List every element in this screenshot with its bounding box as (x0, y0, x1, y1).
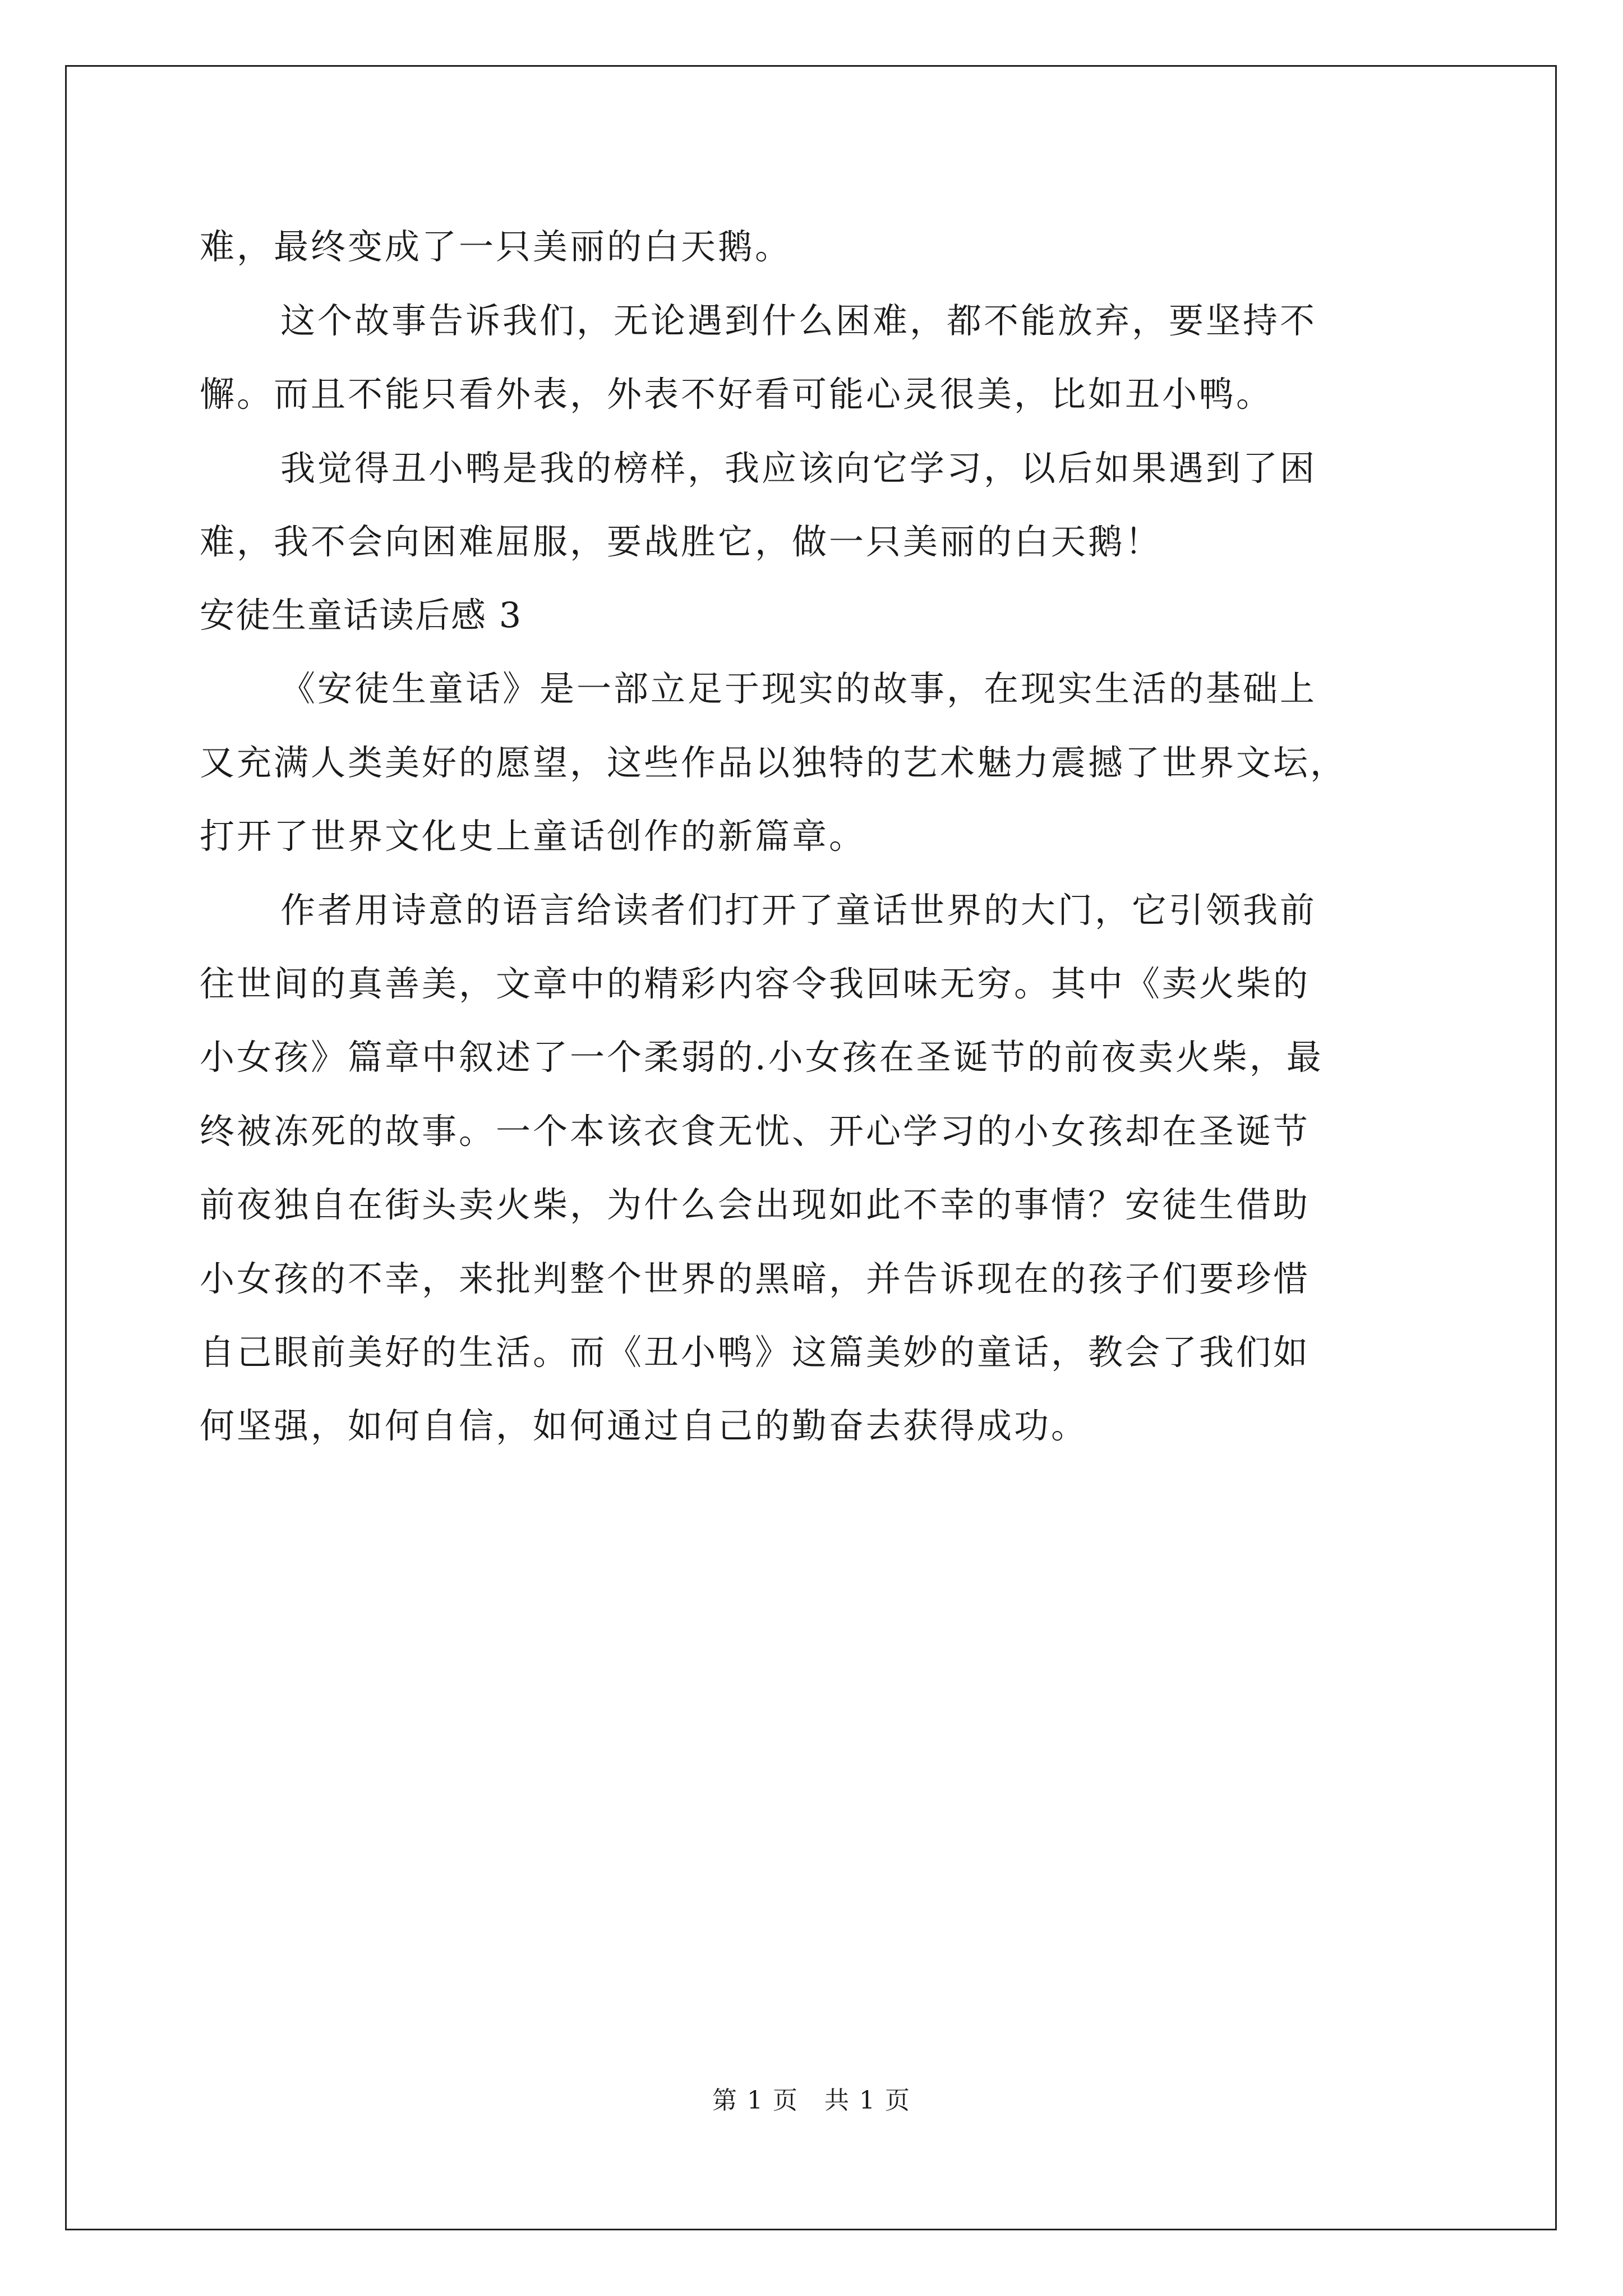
body-line-7: 《安徒生童话》是一部立足于现实的故事，在现实生活的基础上 (280, 668, 1317, 709)
body-line-12: 小女孩》篇章中叙述了一个柔弱的.小女孩在圣诞节的前夜卖火柴，最 (200, 1037, 1324, 1078)
body-line-1: 难，最终变成了一只美丽的白天鹅。 (200, 226, 792, 267)
section-heading: 安徒生童话读后感 3 (200, 595, 523, 636)
body-line-11: 往世间的真善美，文章中的精彩内容令我回味无穷。其中《卖火柴的 (200, 963, 1311, 1004)
body-line-13: 终被冻死的故事。一个本该衣食无忧、开心学习的小女孩却在圣诞节 (200, 1111, 1311, 1152)
body-line-9: 打开了世界文化史上童话创作的新篇章。 (200, 816, 866, 857)
body-line-5: 难，我不会向困难屈服，要战胜它，做一只美丽的白天鹅！ (200, 521, 1163, 562)
body-line-2: 这个故事告诉我们，无论遇到什么困难，都不能放弃，要坚持不 (280, 300, 1317, 341)
body-line-14: 前夜独自在街头卖火柴，为什么会出现如此不幸的事情？安徒生借助 (200, 1184, 1311, 1225)
body-line-3: 懈。而且不能只看外表，外表不好看可能心灵很美，比如丑小鸭。 (200, 374, 1274, 415)
body-line-17: 何坚强，如何自信，如何通过自己的勤奋去获得成功。 (200, 1405, 1089, 1446)
body-line-4: 我觉得丑小鸭是我的榜样，我应该向它学习，以后如果遇到了困 (280, 448, 1317, 489)
body-line-10: 作者用诗意的语言给读者们打开了童话世界的大门，它引领我前 (280, 890, 1317, 931)
body-line-15: 小女孩的不幸，来批判整个世界的黑暗，并告诉现在的孩子们要珍惜 (200, 1258, 1311, 1299)
body-line-16: 自己眼前美好的生活。而《丑小鸭》这篇美妙的童话，教会了我们如 (200, 1332, 1311, 1373)
body-line-8: 又充满人类美好的愿望，这些作品以独特的艺术魅力震撼了世界文坛， (200, 742, 1348, 783)
page-footer: 第 1 页 共 1 页 (712, 2086, 911, 2115)
